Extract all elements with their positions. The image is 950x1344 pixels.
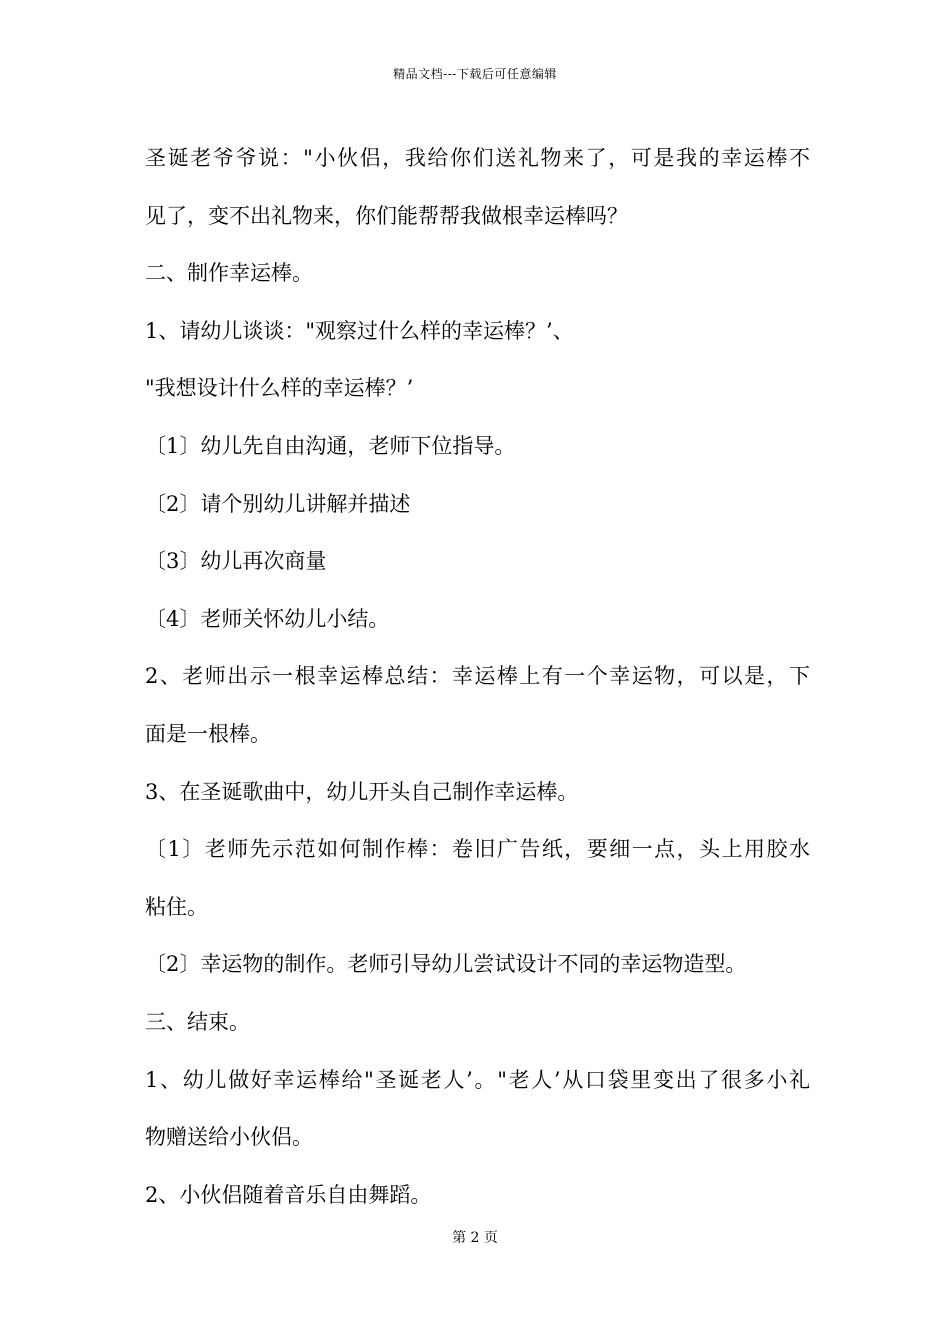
paragraph-line: 1、请幼儿谈谈："观察过什么样的幸运棒？’、 — [145, 318, 574, 343]
paragraph-line: 物赠送给小伙侣。 — [145, 1125, 313, 1150]
list-item: 〔1〕老师先示范如何制作棒：卷旧广告纸，要细一点，头上用胶水 — [145, 837, 810, 862]
list-item: 粘住。 — [145, 894, 208, 919]
paragraph-line: 见了，变不出礼物来，你们能帮帮我做根幸运棒吗？ — [145, 203, 628, 228]
paragraph-line: 面是一根棒。 — [145, 721, 271, 746]
paragraph-line: 2、小伙侣随着音乐自由舞蹈。 — [145, 1182, 432, 1207]
list-item: 〔4〕老师关怀幼儿小结。 — [145, 606, 390, 631]
page-header: 精品文档---下载后可任意编辑 — [393, 67, 557, 81]
list-item: 〔2〕幸运物的制作。老师引导幼儿尝试设计不同的幸运物造型。 — [145, 952, 747, 977]
paragraph-line: 2、老师出示一根幸运棒总结：幸运棒上有一个幸运物，可以是，下 — [145, 664, 810, 689]
page-number: 第 2 页 — [452, 1230, 498, 1246]
section-heading: 二、制作幸运棒。 — [145, 261, 313, 286]
list-item: 〔1〕幼儿先自由沟通，老师下位指导。 — [145, 433, 516, 458]
section-heading: 三、结束。 — [145, 1009, 250, 1034]
paragraph-line: 圣诞老爷爷说："小伙侣，我给你们送礼物来了，可是我的幸运棒不 — [145, 146, 810, 170]
list-item: 〔3〕幼儿再次商量 — [145, 549, 327, 574]
list-item: 〔2〕请个别幼儿讲解并描述 — [145, 491, 411, 516]
document-body — [145, 130, 810, 1224]
paragraph-line: 1、幼儿做好幸运棒给"圣诞老人’。"老人’从口袋里变出了很多小礼 — [145, 1067, 810, 1092]
paragraph-line: 3、在圣诞歌曲中，幼儿开头自己制作幸运棒。 — [145, 779, 579, 804]
paragraph-line: "我想设计什么样的幸运棒？’ — [145, 376, 414, 401]
